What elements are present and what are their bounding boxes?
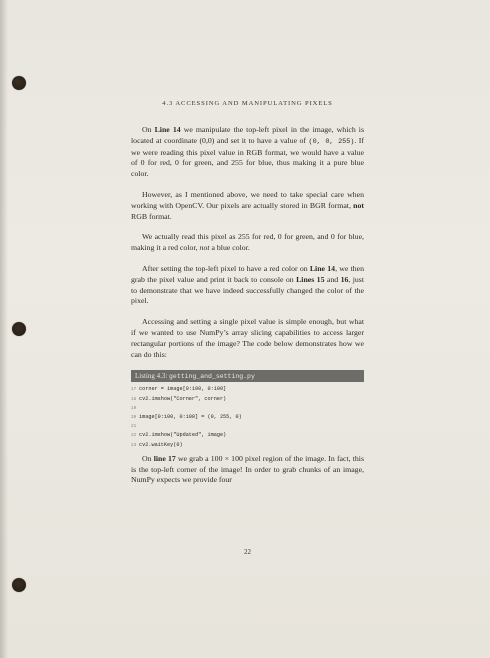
code-line: [131, 395, 364, 404]
body-text: [131, 125, 364, 360]
code-line: [131, 431, 364, 440]
line-number: 22: [131, 433, 137, 439]
paragraph: However, as I mentioned above, we need to take special care when working with OpenCV. Our pixels are actually stored in BGR format, not RGB format.: [131, 189, 364, 221]
line-number: 21: [131, 424, 137, 430]
code-line: [131, 422, 364, 431]
listing-filename: getting_and_setting.py: [169, 373, 255, 381]
binder-hole-bottom: [12, 578, 26, 592]
code-line: [131, 404, 364, 413]
line-number: 19: [131, 405, 137, 411]
line-number: 23: [131, 442, 137, 448]
binder-hole-top: [12, 76, 26, 90]
code-listing: [131, 385, 364, 449]
code-text: image[0:100, 0:100] = (0, 255, 0): [139, 413, 242, 420]
line-number: 18: [131, 396, 137, 402]
bold-reference: Line 14: [154, 125, 181, 134]
code-line: [131, 413, 364, 422]
bold-reference: not: [353, 200, 364, 210]
page-number: 22: [244, 548, 251, 556]
listing-label: Listing 4.3:: [135, 372, 170, 381]
code-listing-caption: [131, 370, 364, 382]
page-content: [131, 100, 364, 496]
code-text: corner = image[0:100, 0:100]: [139, 386, 227, 393]
line-number: 20: [131, 414, 137, 420]
paragraph: We actually read this pixel as 255 for red, 0 for green, and 0 for blue, making it a red color, not a blue color.: [131, 232, 364, 253]
bold-reference: Line 14: [309, 263, 336, 273]
running-head: 4.3 ACCESSING AND MANIPULATING PIXELS: [162, 100, 333, 107]
page-edge-shadow: [0, 0, 8, 658]
code-text: cv2.imshow("Updated", image): [139, 432, 227, 439]
bold-reference: Lines 15: [296, 274, 325, 284]
bold-reference: line 17: [153, 453, 176, 463]
paragraph: Accessing and setting a single pixel value is simple enough, but what if we wanted to use NumPy’s array slicing capabilities to access larger rectangular portions of the image? The code below demonstrates how we can do this:: [131, 317, 364, 359]
italic-emphasis: not: [199, 243, 210, 253]
bold-reference: 16: [340, 274, 349, 284]
inline-code: (0, 0, 255): [308, 137, 355, 146]
code-text: cv2.imshow("Corner", corner): [139, 395, 227, 402]
line-number: 17: [131, 387, 137, 393]
paragraph: On line 17 we grab a 100 × 100 pixel region of the image. In fact, this is the top-left corner of the image! In order to grab chunks of an image, NumPy expects we provide four: [131, 453, 364, 485]
code-line: [131, 441, 364, 450]
binder-hole-middle: [12, 322, 26, 336]
paragraph: After setting the top-left pixel to have a red color on Line 14, we then grab the pixel value and print it back to console on Lines 15 and 16, just to demonstrate that we have indeed successfully changed the color of the pixel.: [131, 263, 364, 306]
code-line: [131, 385, 364, 394]
code-text: cv2.waitKey(0): [139, 441, 183, 448]
paragraph: On Line 14 we manipulate the top-left pixel in the image, which is located at coordinate (0,0) and set it to have a value of (0, 0, 255). If we were reading this pixel value in RGB format, we would have a value of 0 for red, 0 for green, and 255 for blue, thus making it a pure blue color.: [131, 125, 365, 179]
